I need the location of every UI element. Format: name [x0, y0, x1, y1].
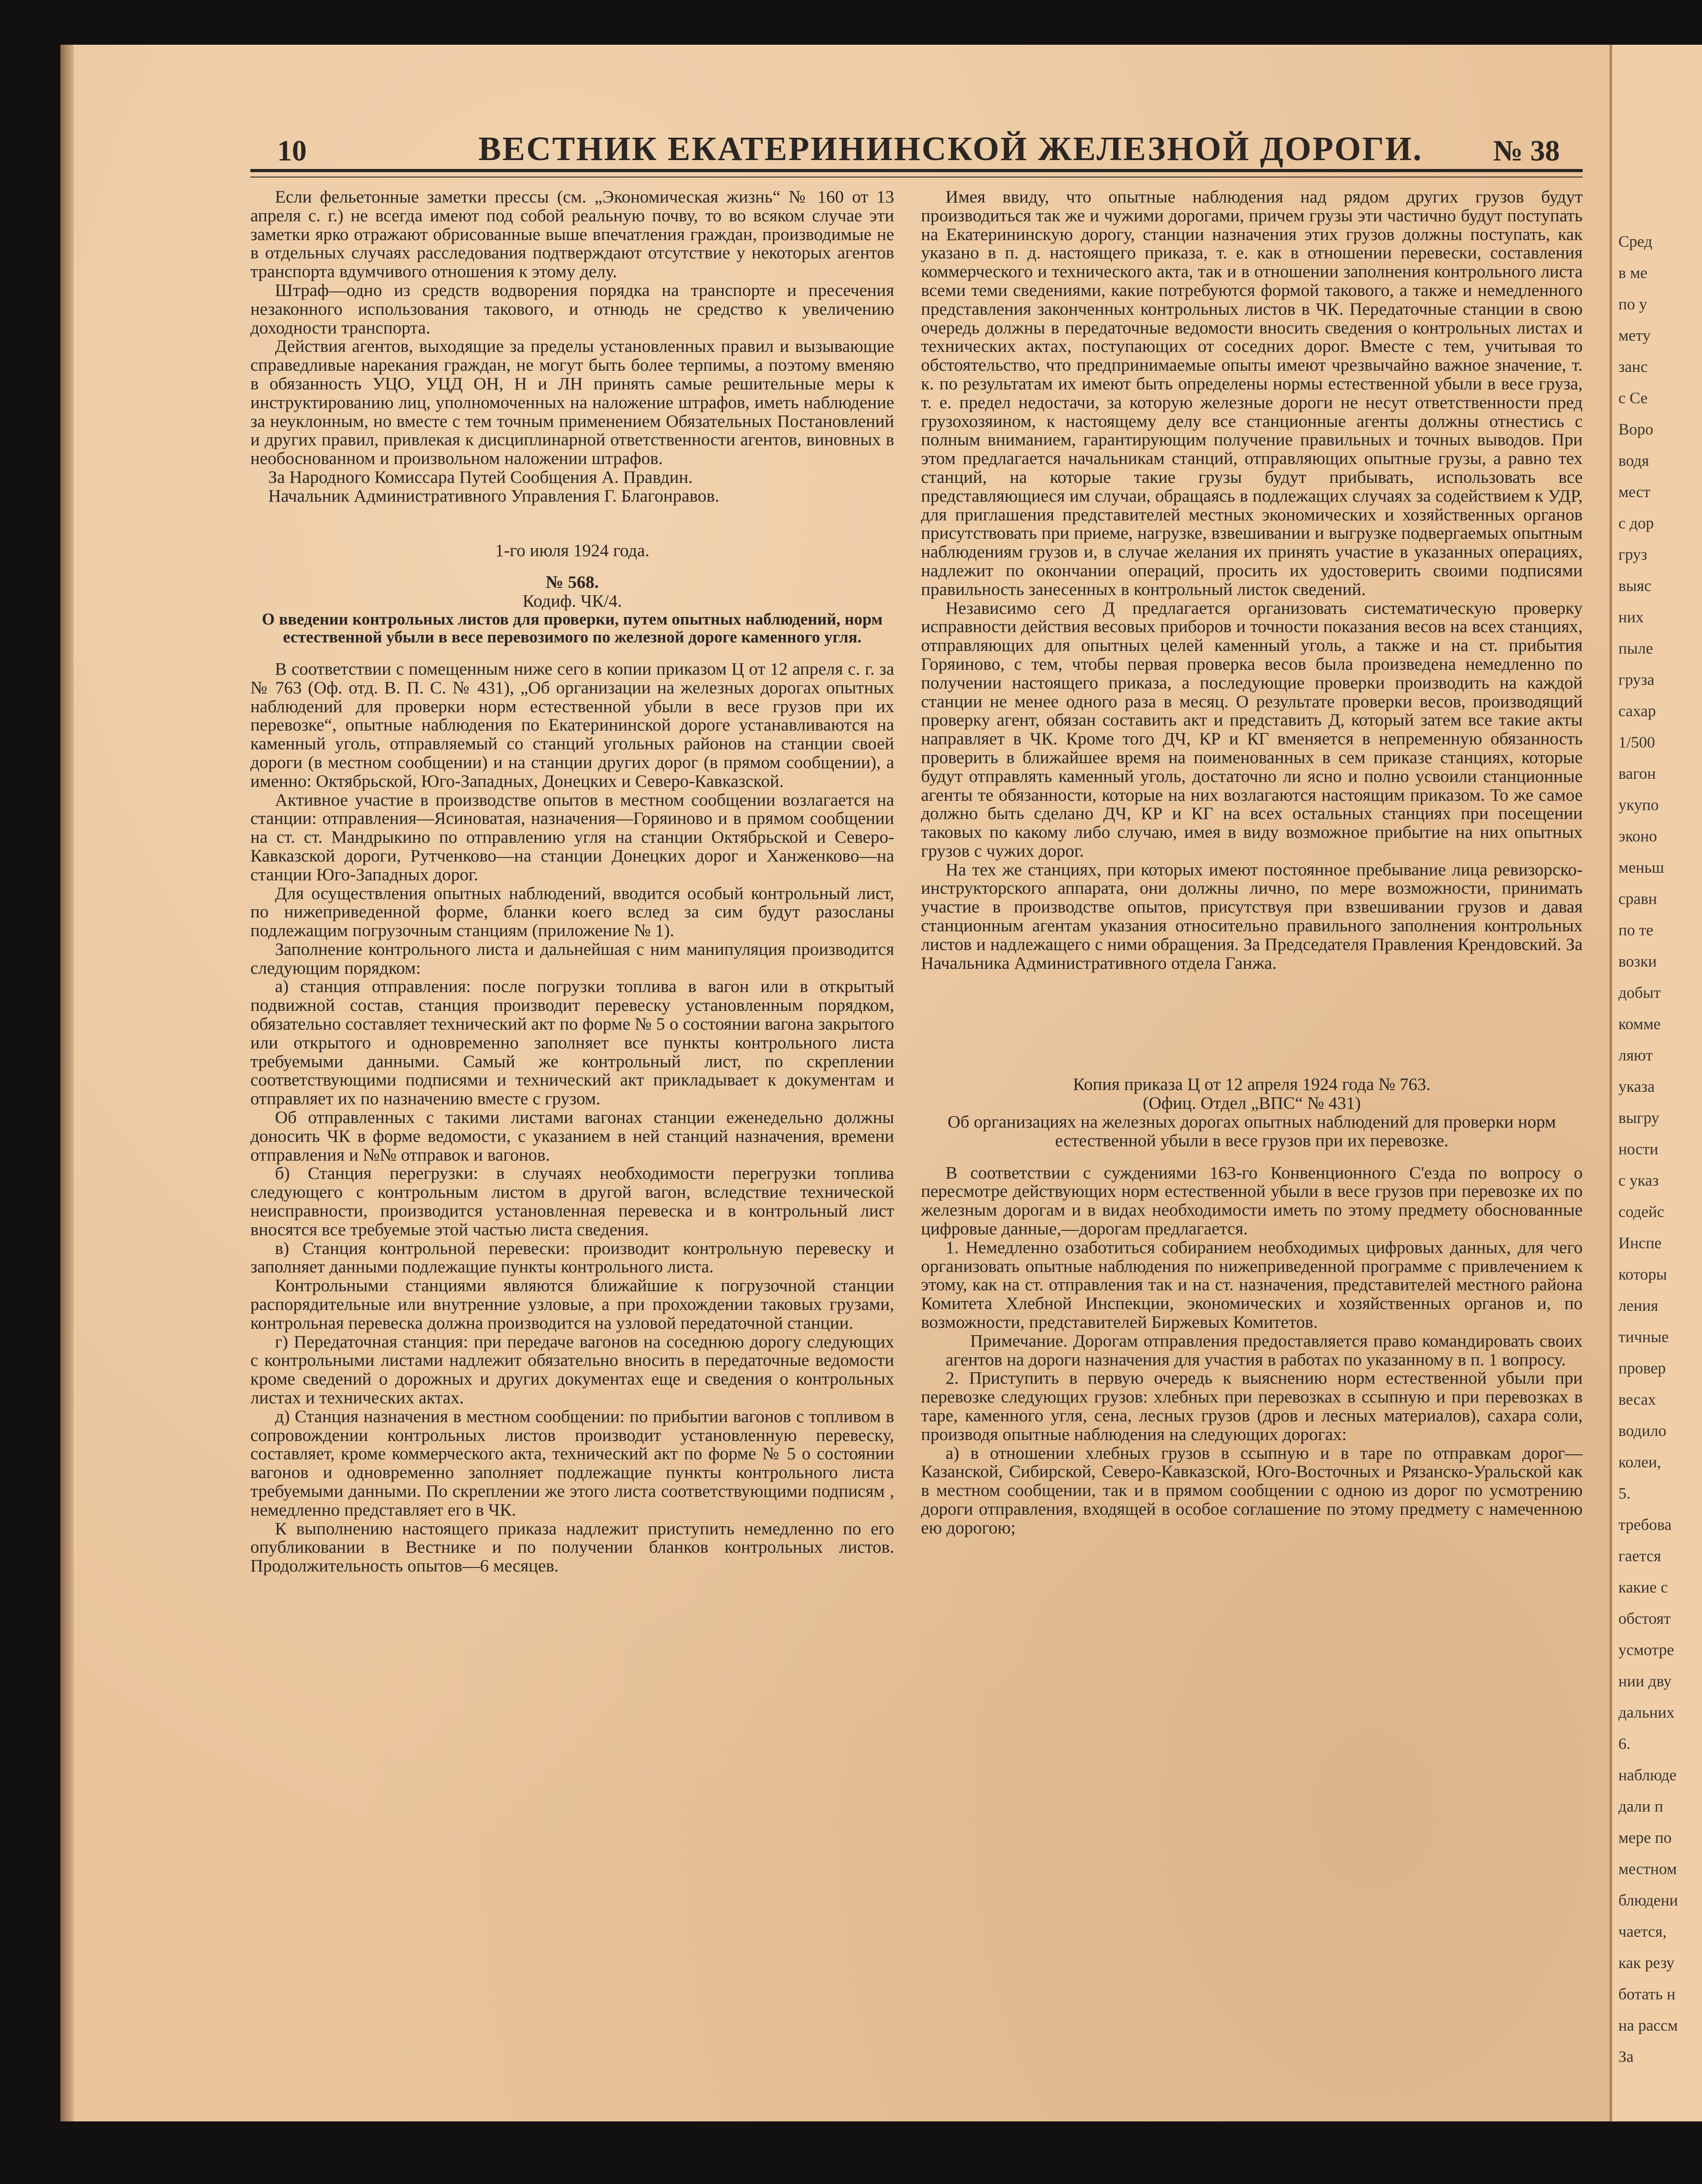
paragraph: г) Передаточная станция: при передаче вагонов на соседнюю дорогу следующих с контрольными листами надлежит обязательно вносить в передаточные ведомости кроме сведений о дорожных и других документах еще и сведения о контрольных листах и технических актах. [250, 1331, 894, 1408]
adjacent-text-fragment: на рассм [1618, 2016, 1678, 2034]
paragraph: Заполнение контрольного листа и дальнейшая с ним манипуляция производится следующим порядком: [250, 939, 894, 978]
note: Примечание. Дорогам отправления предоставляется право командировать своих агентов на дороги назначения для участия в работах по указанному в п. 1 вопросу. [946, 1331, 1583, 1369]
paragraph: Если фельетонные заметки прессы (см. „Экономическая жизнь“ № 160 от 13 апреля с. г.) не всегда имеют под собой реальную почву, то во всяком случае эти заметки ярко отражают обрисованные выше впечатления граждан, производимые не в отдельных случаях расследования подтверждают отсутствие у некоторых агентов транспорта вдумчивого отношения к этому делу. [250, 187, 894, 282]
adjacent-text-fragment: ления [1618, 1297, 1659, 1314]
copy-subtitle: (Офиц. Отдел „ВПС“ № 431) [1143, 1093, 1361, 1113]
adjacent-text-fragment: провер [1618, 1359, 1666, 1377]
journal-title: ВЕСТНИК ЕКАТЕРИНИНСКОЙ ЖЕЛЕЗНОЙ ДОРОГИ. [478, 130, 1423, 168]
adjacent-text-fragment: водило [1618, 1422, 1667, 1440]
adjacent-text-fragment: блюдени [1618, 1891, 1678, 1909]
left-column [250, 188, 894, 1576]
paragraph: В соответствии с суждениями 163-го Конвенционного С'езда по вопросу о пересмотре действующих норм естественной убыли в весе грузов при перевозке их по железным дорогам и в видах необходимости иметь по этому предмету обоснованные цифровые данные,—дорогам предлагается. [921, 1162, 1583, 1239]
adjacent-text-fragment: пыле [1618, 639, 1653, 657]
signature: За Народного Комиссара Путей Сообщения А. Правдин. [268, 467, 693, 487]
adjacent-text-fragment: сахар [1618, 702, 1656, 720]
adjacent-text-fragment: них [1618, 608, 1644, 626]
page-header [250, 130, 1592, 174]
adjacent-text-fragment: тичные [1618, 1328, 1669, 1346]
adjacent-text-fragment: гается [1618, 1547, 1661, 1565]
adjacent-text-fragment: выяс [1618, 577, 1651, 595]
paragraph: а) в отношении хлебных грузов в ссыпную и в таре по отправкам дорог—Казанской, Сибирской, Северо-Кавказской, Юго-Восточных и Рязанско-Уральской как в местном сообщении, так и в прямом сообщении с одною из дорог по усмотрению дороги отправления, входящей в особое соглашение по этому предмету с намеченною ею дорогою; [921, 1443, 1583, 1538]
adjacent-text-fragment: весах [1618, 1390, 1656, 1408]
paragraph: Контрольными станциями являются ближайшие к погрузочной станции распорядительные или внутренние узловые, а при прохождении таковых грузами, контрольная перевеска должна производится на узловой передаточной станции. [250, 1276, 894, 1333]
page-number: 10 [277, 135, 307, 167]
adjacent-text-fragment: обстоят [1618, 1609, 1671, 1627]
adjacent-text-fragment: занс [1618, 358, 1648, 376]
adjacent-text-fragment: с указ [1618, 1171, 1659, 1189]
adjacent-text-fragment: вагон [1618, 765, 1656, 782]
paragraph: В соответствии с помещенным ниже сего в копии приказом Ц от 12 апреля с. г. за № 763 (Оф. отд. В. П. С. № 431), „Об организации на железных дорогах опытных наблюдений для проверки норм естественной убыли в весе грузов при их перевозке“, опытные наблюдения по Екатерининской дороге устанавливаются на каменный уголь, отправляемый со станций угольных районов на станции своей дороги (в местном сообщении) и на станции других дорог (в прямом сообщении), а именно: Октябрьской, Юго-Западных, Донецких и Северо-Кавказской. [250, 659, 894, 791]
adjacent-text-fragment: дальних [1618, 1703, 1675, 1721]
adjacent-text-fragment: Инспе [1618, 1234, 1662, 1252]
paragraph: На тех же станциях, при которых имеют постоянное пребывание лица ревизорско-инструкторского аппарата, они должны лично, по мере возможности, принимать участие в производстве опытов, присутствуя при взвешивании грузов и давая станционным агентам указания относительно правильного заполнения контрольных листов и надлежащего с ними обращения. За Председателя Правления Крендовский. За Начальника Административного отдела Ганжа. [921, 859, 1583, 973]
paragraph: 2. Приступить в первую очередь к выяснению норм естественной убыли при перевозке следующих грузов: хлебных при перевозках в ссыпную и при перевозках в таре, каменного угля, сена, лесных грузов (дров и лесных материалов), сахара соли, производя опытные наблюдения на следующих дорогах: [921, 1368, 1583, 1444]
adjacent-text-fragment: колеи, [1618, 1453, 1661, 1471]
adjacent-text-fragment: выгру [1618, 1109, 1660, 1127]
adjacent-text-fragment: ности [1618, 1140, 1659, 1158]
adjacent-text-fragment: меньш [1618, 858, 1664, 876]
paragraph: д) Станция назначения в местном сообщении: по прибытии вагонов с топливом в сопровождении контрольных листов производит установленную перевеску, составляет, кроме коммерческого акта, технический акт по форме № 5 о состоянии вагонов и одновременно заполняет подлежащие пункты контрольного листа требуемыми данными. По скреплении же этого листа соответствующими подписям , немедленно представляет его в ЧК. [250, 1406, 894, 1520]
adjacent-text-fragment: укупо [1618, 796, 1659, 814]
adjacent-text-fragment: дали п [1618, 1797, 1664, 1815]
order-title: О введении контрольных листов для проверки, путем опытных наблюдений, норм естественной убыли в весе перевозимого по железной дороге каменного угля. [262, 610, 883, 646]
adjacent-text-fragment: За [1618, 2048, 1634, 2066]
adjacent-text-fragment: 5. [1618, 1484, 1630, 1502]
order-date: 1-го июля 1924 года. [495, 540, 650, 560]
adjacent-text-fragment: указа [1618, 1077, 1655, 1095]
order-codification: Кодиф. ЧК/4. [522, 591, 622, 611]
adjacent-text-fragment: ляют [1618, 1046, 1653, 1064]
adjacent-text-fragment: с Се [1618, 389, 1648, 407]
paragraph: а) станция отправления: после погрузки топлива в вагон или в открытый подвижной состав, станция производит перевеску установленным порядком, обязательно составляет технический акт по форме № 5 о состоянии вагона закрытого или открытого и одновременно заполняет все пункты контрольного листа требуемыми данными. Самый же контрольный лист, по скреплении соответствующими подписями и технический акт прикладывает к документам и отправляет их по назначению вместе с грузом. [250, 976, 894, 1109]
page-edge [60, 45, 74, 2121]
adjacent-text-fragment: в ме [1618, 264, 1647, 282]
issue-number: № 38 [1493, 135, 1560, 167]
paragraph: Штраф—одно из средств водворения порядка на транспорте и пресечения незаконного использования такового, и отнюдь не средство к увеличению доходности транспорта. [250, 280, 894, 338]
adjacent-page-fragment [1609, 45, 1702, 2121]
adjacent-text-fragment: содейс [1618, 1203, 1664, 1221]
adjacent-text-fragment: мест [1618, 483, 1651, 501]
adjacent-text-fragment: по те [1618, 921, 1653, 939]
adjacent-text-fragment: как резу [1618, 1954, 1675, 1972]
paragraph: К выполнению настоящего приказа надлежит приступить немедленно по его опубликовании в Вестнике и по получении бланков контрольных листов. Продолжительность опытов—6 месяцев. [250, 1518, 894, 1576]
paragraph: Независимо сего Д предлагается организовать систематическую проверку исправности действия весовых приборов и точности показания весов на всех станциях, отправляющих для опытных целей каменный уголь, а также и на ст. прибытия Горяиново, с тем, чтобы первая проверка весов была произведена немедленно по получении настоящего приказа, а последующие проверки производить на каждой станции не менее одного раза в месяц. О результате проверки весов, производящий проверку агент, обязан составить акт и представить Д, который затем все такие акты направляет в ЧК. Кроме того ДЧ, КР и КГ вменяется в непременную обязанность проверить в ближайшее время на поименованных в сем приказе станциях, которые будут отправлять каменный уголь, достаточно ли ясно и полно усвоили станционные агенты те обязанности, которые на них возлагаются настоящим приказом. То же самое должно быть сделано ДЧ, КР и КГ на всех остальных станциях при посещении таковых по какому либо случаю, имея в виду возможное прибытие на них опытных грузов с чужих дорог. [921, 598, 1583, 861]
adjacent-text-fragment: эконо [1618, 827, 1657, 845]
adjacent-text-fragment: добыт [1618, 984, 1661, 1001]
adjacent-text-fragment: какие с [1618, 1578, 1668, 1596]
right-column [921, 188, 1583, 1538]
paragraph: Действия агентов, выходящие за пределы установленных правил и вызывающие справедливые нарекания граждан, не могут быть более терпимы, а поэтому вменяю в обязанность УЦО, УЦД ОН, Н и ЛН принять самые решительные меры к инструктированию лиц, уполномоченных на наложение штрафов, иметь наблюдение за неуклонным, но вместе с тем точным применением Обязательных Постановлений и других правил, привлекая к дисциплинарной ответственности агентов, виновных в необоснованном и произвольном наложении штрафов. [250, 336, 894, 469]
paragraph: Для осуществления опытных наблюдений, вводится особый контрольный лист, по нижеприведенной форме, бланки коего вслед за сим будут разосланы подлежащим погрузочным станциям (приложение № 1). [250, 883, 894, 941]
adjacent-text-fragment: нии дву [1618, 1672, 1672, 1690]
paragraph: Имея ввиду, что опытные наблюдения над рядом других грузов будут производиться так же и чужими дорогами, причем грузы эти частично будут поступать на Екатерининскую дорогу, станции назначения этих грузов должны поступать, как указано в п. д. настоящего приказа, т. е. как в отношении перевески, составления коммерческого и технического акта, так и в отношении заполнения контрольного листа всеми теми сведениями, какие потребуются формой такового, а также и немедленного представления законченных контрольных листов в ЧК. Передаточные станции в свою очередь должны в передаточные ведомости вносить сведения о контрольных листах и технических актах, поступающих от соседних дорог. Вместе с тем, учитывая то обстоятельство, что предпринимаемые опыты имеют чрезвычайно важное значение, т. к. по результатам их имеют быть определены нормы естественной убыли в весе груза, т. е. предел недостачи, за которую железные дороги не несут ответственности пред грузохозяином, к настоящему делу все станционные агенты должны отнестись с полным вниманием, гарантирующим получение правильных и точных выводов. При этом предлагается начальникам станций, отправляющих опытные грузы, а равно тех станций, на которые такие грузы будут прибывать, использовать все представляющиеся им случаи, обращаясь в подлежащих случаях за содействием к УДР, для приглашения представителей местных экономических и хозяйственных органов присутствовать при приеме, нагрузке, взвешивании и выгрузке подвергаемых опытным наблюдениям грузов и, в случае желания их принять участие в указанных операциях, надлежит по окончании операций, просить их удостоверить своими подписями правильность занесенных в контрольный листок сведений. [921, 187, 1583, 599]
paragraph: в) Станция контрольной перевески: производит контрольную перевеску и заполняет данными подлежащие пункты контрольного листа. [250, 1238, 894, 1277]
paragraph: 1. Немедленно озаботиться собиранием необходимых цифровых данных, для чего организовать опытные наблюдения по нижеприведенной программе с привлечением к этому, как на ст. отправления так и на ст. назначения, представителей местного района Комитета Хлебной Инспекции, экономических и хозяйственных органов и, по возможности, представителей Биржевых Комитетов. [921, 1237, 1583, 1332]
copy-heading: Об организациях на железных дорогах опытных наблюдений для проверки норм естественной убыли в весе грузов при их перевозке. [947, 1112, 1556, 1150]
adjacent-text-fragment: мету [1618, 326, 1651, 344]
adjacent-text-fragment: груз [1618, 545, 1647, 563]
adjacent-text-fragment: которы [1618, 1265, 1667, 1283]
adjacent-text-fragment: наблюде [1618, 1766, 1677, 1784]
adjacent-text-fragment: сравн [1618, 890, 1657, 908]
adjacent-text-fragment: требова [1618, 1516, 1672, 1533]
adjacent-text-fragment: Воро [1618, 420, 1654, 438]
adjacent-text-fragment: 6. [1618, 1735, 1630, 1753]
copy-title: Копия приказа Ц от 12 апреля 1924 года № 763. [1073, 1074, 1431, 1094]
paragraph: Об отправленных с такими листами вагонах станции еженедельно должны доносить ЧК в форме ведомости, с указанием в ней станций назначения, времени отправления и №№ отправок и вагонов. [250, 1107, 894, 1165]
adjacent-text-fragment: чается, [1618, 1922, 1667, 1940]
signature: Начальник Административного Управления Г. Благонравов. [268, 486, 719, 506]
header-rule [250, 169, 1583, 177]
adjacent-text-fragment: Сред [1618, 232, 1652, 250]
adjacent-text-fragment: с дор [1618, 514, 1654, 532]
adjacent-text-fragment: 1/500 [1618, 733, 1656, 751]
adjacent-text-fragment: груза [1618, 671, 1655, 689]
adjacent-text-fragment: ботать н [1618, 1985, 1676, 2003]
paragraph: б) Станция перегрузки: в случаях необходимости перегрузки топлива следующего с контрольным листом в другой вагон, вследствие технической неисправности, производится установленная перевеска и в контрольный лист вносятся все требуемые этой частью листа сведения. [250, 1163, 894, 1239]
adjacent-text-fragment: по у [1618, 295, 1647, 313]
adjacent-text-fragment: усмотре [1618, 1641, 1674, 1659]
adjacent-text-fragment: комме [1618, 1015, 1661, 1033]
order-number: № 568. [545, 572, 599, 592]
adjacent-text-fragment: возки [1618, 952, 1657, 970]
paragraph: Активное участие в производстве опытов в местном сообщении возлагается на станции: отправления—Ясиноватая, назначения—Горяиново и в прямом сообщении на ст. ст. Мандрыкино по отправлению угля на станции Октябрьской и Северо-Кавказской дороги, Рутченково—на станции Донецких дорог и Ханженково—на станции Юго-Западных дорог. [250, 790, 894, 884]
adjacent-text-fragment: мере по [1618, 1829, 1672, 1846]
adjacent-text-fragment: водя [1618, 452, 1649, 469]
adjacent-text-fragment: местном [1618, 1860, 1677, 1878]
